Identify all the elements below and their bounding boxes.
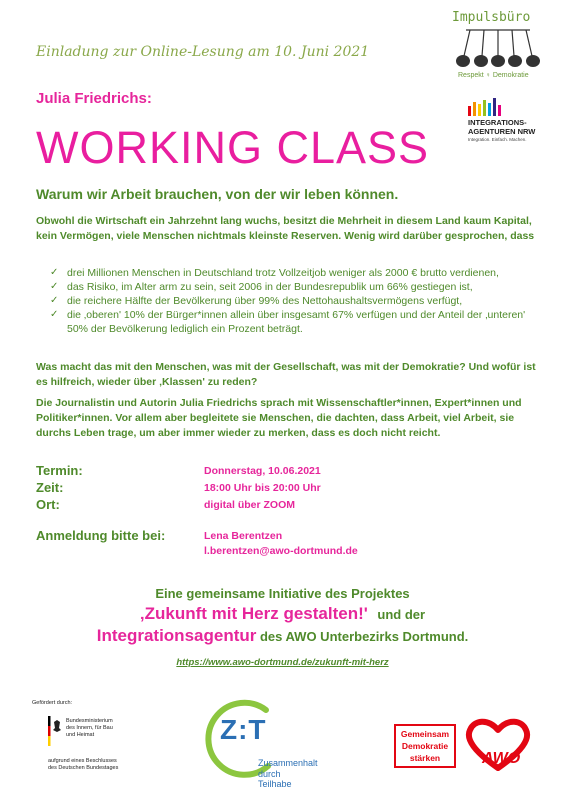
termin-value: Donnerstag, 10.06.2021: [204, 465, 321, 477]
author-name: Julia Friedrichs:: [36, 90, 152, 107]
awo-logo: [462, 716, 534, 780]
bmi-logo: [32, 700, 142, 780]
integration-tagline: Integration. Einfach. Machen.: [468, 137, 527, 142]
zeit-label: Zeit:: [36, 480, 64, 495]
project-line: [0, 604, 565, 624]
bmi-basis-2: des Deutschen Bundestages: [48, 765, 119, 771]
contact-name: Lena Berentzen: [204, 530, 283, 542]
agency-line: [0, 626, 565, 646]
list-item: [50, 308, 530, 336]
facts-list: [50, 266, 530, 336]
book-title: WORKING CLASS: [36, 122, 430, 173]
checkmark-icon: ✓: [50, 309, 59, 320]
bmi-name-3: und Heimat: [66, 732, 95, 738]
intro-paragraph: Obwohl die Wirtschaft ein Jahrzehnt lang wuchs, besitzt die Mehrheit in diesem Land kaum Kapital, kein Vermögen, viele Menschen nichtmals kleinste Reserven. Wenig wird darüber gesprochen, dass: [36, 215, 535, 242]
bmi-name-2: des Innern, für Bau: [66, 725, 113, 731]
zt-line2: durch Teilhabe: [258, 769, 292, 789]
question-paragraph: Was macht das mit den Menschen, was mit der Gesellschaft, was mit der Demokratie? Und wofür ist es hilfreich, wieder über ‚Klassen' zu reden?: [36, 361, 536, 388]
zt-logo: [196, 698, 316, 790]
checkmark-icon: ✓: [50, 295, 59, 306]
impulsbuero-tagline: Respekt ♀ Demokratie: [458, 72, 529, 79]
impulsbuero-logo: [440, 6, 550, 82]
zeit-value: 18:00 Uhr bis 20:00 Uhr: [204, 482, 321, 494]
agency-rest: des AWO Unterbezirks Dortmund.: [259, 629, 469, 644]
termin-label: Termin:: [36, 463, 83, 478]
gds-line2: Demokratie: [401, 741, 449, 751]
integrationsagenturen-logo: [468, 98, 558, 148]
list-item: [50, 294, 530, 308]
gds-line3: stärken: [409, 753, 441, 763]
gemeinsam-demokratie-logo: [394, 724, 456, 768]
gds-line1: Gemeinsam: [400, 729, 450, 739]
checkmark-icon: ✓: [50, 281, 59, 292]
bmi-name-1: Bundesministerium: [66, 718, 113, 724]
checkmark-icon: ✓: [50, 267, 59, 278]
bullet-text: die reichere Hälfte der Bevölkerung über 99% des Nettohaushaltsvermögens verfügt,: [67, 295, 463, 307]
newtons-cradle-icon: [440, 28, 550, 72]
bullet-text: drei Millionen Menschen in Deutschland trotz Vollzeitjob weniger als 2000 € brutto verdienen,: [67, 267, 499, 279]
project-link[interactable]: https://www.awo-dortmund.de/zukunft-mit-herz: [176, 657, 389, 668]
integration-line1: INTEGRATIONS-: [468, 118, 527, 127]
agency-name: Integrationsagentur: [96, 626, 257, 645]
registration-label: Anmeldung bitte bei:: [36, 528, 166, 543]
federal-eagle-icon: [48, 716, 62, 746]
zt-mark: Z:T: [220, 714, 267, 745]
awo-text: AWO: [482, 750, 521, 767]
impulsbuero-title: Impulsbüro: [452, 10, 531, 25]
book-subtitle: Warum wir Arbeit brauchen, von der wir leben können.: [36, 186, 399, 202]
list-item: [50, 280, 530, 294]
bar-graphic-icon: [468, 98, 508, 116]
bmi-basis-1: aufgrund eines Beschlusses: [48, 758, 117, 764]
zt-line1: Zusammenhalt: [258, 758, 318, 768]
bullet-text: das Risiko, im Alter arm zu sein, seit 2006 in der Bundesrepublik um 66% gestiegen ist,: [67, 281, 473, 293]
journalist-paragraph: Die Journalistin und Autorin Julia Friedrichs sprach mit Wissenschaftler*innen, Expert*innen und Politiker*innen. Vor allem aber begleitete sie Menschen, die dachten, dass Arbeit, viel Arbeit, sie durchs Leben trage, um aber immer wieder zu merken, dass es doch nicht reicht.: [36, 397, 522, 439]
integration-line2: AGENTUREN NRW: [468, 127, 536, 136]
invitation-line: Einladung zur Online-Lesung am 10. Juni 2021: [36, 44, 370, 60]
ort-value: digital über ZOOM: [204, 499, 295, 511]
initiative-line: Eine gemeinsame Initiative des Projektes: [155, 586, 410, 601]
project-name: ‚Zukunft mit Herz gestalten!': [139, 604, 368, 623]
ort-label: Ort:: [36, 497, 60, 512]
funded-by-label: Gefördert durch:: [32, 700, 73, 706]
and-text: und der: [377, 607, 426, 622]
bullet-text: die ‚oberen' 10% der Bürger*innen allein über insgesamt 67% verfügen und der Anteil der ‚unteren' 50% der Bevölkerung lediglich ein Prozent beträgt.: [67, 309, 526, 335]
list-item: [50, 266, 530, 280]
contact-email[interactable]: l.berentzen@awo-dortmund.de: [204, 545, 358, 557]
